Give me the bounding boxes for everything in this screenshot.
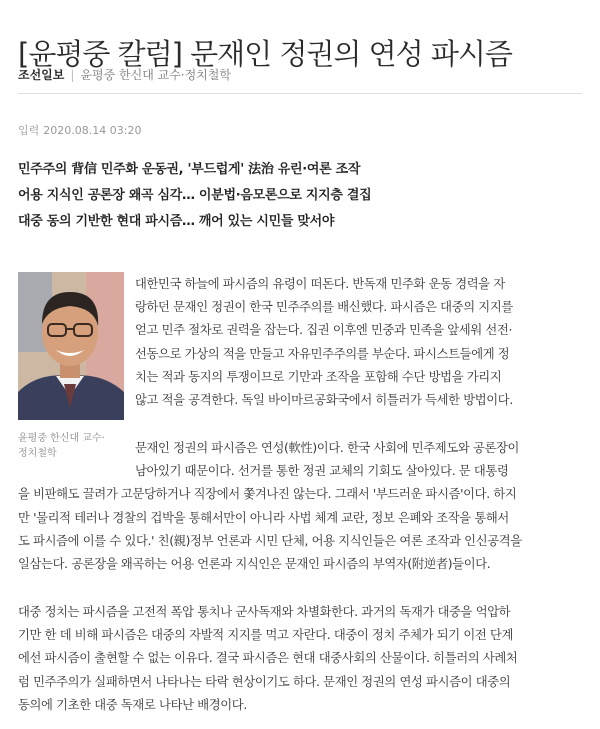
byline-divider: |: [70, 68, 75, 82]
body-line: 도 파시즘에 이를 수 있다.' 친(親)정부 언론과 시민 단체, 어용 지식인들은 여론 조작과 인신공격을: [18, 533, 522, 548]
body-line: 만 '물리적 테러나 경찰의 겁박을 통해서만이 아니라 사법 체계 교란, 정보 은폐와 조작을 통해서: [18, 510, 509, 525]
byline: [18, 66, 231, 83]
body-line: 남아있기 때문이다. 선거를 통한 정권 교체의 기회도 살아있다. 문 대통령: [135, 464, 509, 479]
paragraph-2: [18, 437, 522, 576]
paragraph-3: [18, 601, 517, 717]
publish-date: [18, 122, 141, 138]
caption-line: 정치철학: [18, 448, 57, 459]
body-line: 대중 정치는 파시즘을 고전적 폭압 통치나 군사독재와 차별화한다. 과거의 독재가 대중을 억압하: [18, 605, 511, 619]
sub-headline: 대중 동의 기반한 현대 파시즘… 깨어 있는 시민들 맞서야: [18, 214, 335, 229]
body-line: 동의에 기초한 대중 독재로 나타난 배경이다.: [18, 697, 247, 712]
body-line: 기만 한 데 비해 파시즘은 대중의 자발적 지지를 먹고 자란다. 대중이 정치 주체가 되기 이전 단계: [18, 628, 514, 643]
newspaper-name[interactable]: 조선일보: [18, 68, 65, 82]
body-line: 대한민국 하늘에 파시즘의 유령이 떠돈다. 반독재 민주화 운동 경력을 자: [135, 277, 505, 291]
sub-headline: 어용 지식인 공론장 왜곡 심각… 이분법·음모론으로 지지층 결집: [18, 188, 372, 203]
author-photo[interactable]: [18, 272, 124, 420]
sub-headline: 민주주의 背信 민주화 운동권, '부드럽게' 法治 유린·여론 조작: [18, 162, 361, 177]
body-line: 않고 적을 공격한다. 독일 바이마르공화국에서 히틀러가 득세한 방법이다.: [135, 393, 513, 408]
body-line: 선동으로 가상의 적을 만들고 자유민주주의를 부순다. 파시스트들에게 정: [135, 346, 510, 361]
body-line: 랑하던 문재인 정권이 한국 민주주의를 배신했다. 파시즘은 대중의 지지를: [135, 300, 513, 315]
caption-line: 윤평중 한신대 교수·: [18, 433, 105, 444]
body-line: 럼 민주주의가 실패하면서 나타나는 타락 현상이기도 하다. 문재인 정권의 연성 파시즘이 대중의: [18, 674, 511, 689]
body-line: 치는 적과 동지의 투쟁이므로 기만과 조작을 포함해 수단 방법을 가리지: [135, 369, 502, 384]
body-line: 일삼는다. 공론장을 왜곡하는 어용 언론과 지식인은 문재인 파시즘의 부역자(附逆者)들이다.: [18, 557, 491, 572]
body-line: 에선 파시즘이 출현할 수 없는 이유다. 결국 파시즘은 현대 대중사회의 산물이다. 히틀러의 사례처: [18, 651, 518, 666]
date-value: 2020.08.14 03:20: [43, 124, 142, 137]
article-headline: [윤평중 칼럼] 문재인 정권의 연성 파시즘: [18, 37, 512, 72]
date-label: 입력: [18, 124, 40, 137]
body-line: 얻고 민주 절차로 권력을 잡는다. 집권 이후엔 민중과 민족을 앞세워 선전·: [135, 323, 513, 338]
author-name[interactable]: 윤평중 한신대 교수·정치철학: [80, 68, 231, 82]
body-line: 문재인 정권의 파시즘은 연성(軟性)이다. 한국 사회에 민주제도와 공론장이: [135, 441, 520, 455]
paragraph-1: [135, 273, 513, 412]
header-divider: [18, 93, 582, 94]
body-line: 을 비판해도 끌려가 고문당하거나 직장에서 쫓겨나진 않는다. 그래서 '부드러운 파시즘'이다. 하지: [18, 487, 517, 502]
sub-headlines: [18, 157, 588, 235]
